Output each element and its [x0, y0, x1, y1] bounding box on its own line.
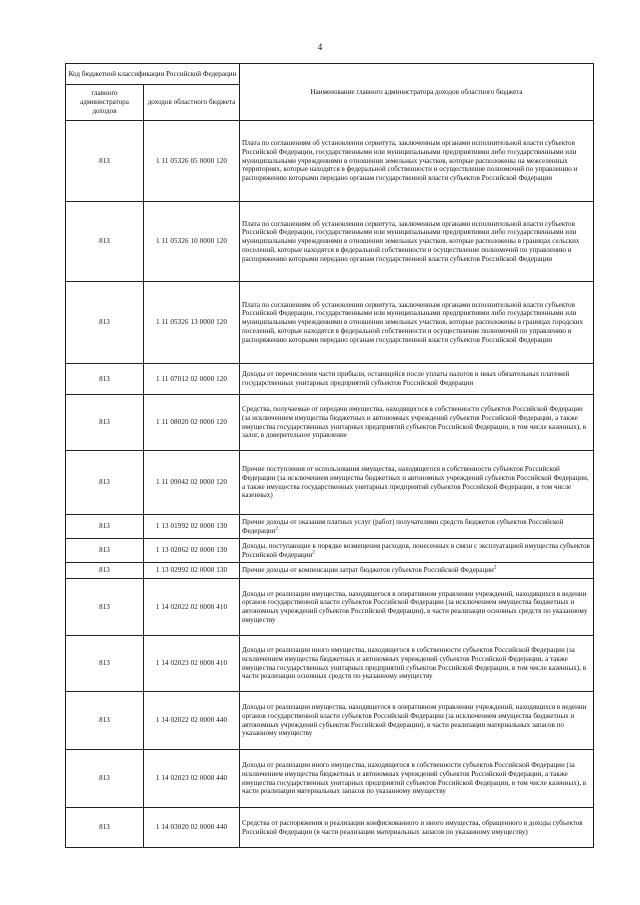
income-name-cell	[240, 563, 594, 579]
income-name-text: Доходы от реализации имущества, находящегося в оперативном управлении учреждений, находящихся в ведении органов государственной власти субъектов Российской Федерации (за исключением имущества бюджетных и автономных учреждений субъектов Российской Федерации), в части реализации материальных запасов по указанному имуществу	[242, 703, 587, 738]
income-code-cell: 1 11 09042 02 0000 120	[144, 451, 240, 515]
header-admin-name: Наименование главного администратора доходов областного бюджета	[240, 64, 594, 121]
header-classification-code: Код бюджетной классификации Российской Федерации	[66, 64, 240, 85]
income-name-text: Средства от распоряжения и реализации конфискованного и иного имущества, обращенного в доходы субъектов Российской Федерации (в части реализации материальных запасов по указанному имуществу)	[242, 818, 583, 836]
income-name-text: Средства, получаемые от передачи имущества, находящегося в собственности субъектов Российской Федерации (за исключением имущества бюджетных и автономных учреждений субъектов Российской Федерации, а также имущества государственных унитарных предприятий субъектов Российской Федерации, в том числе казенных), в залог, в доверительное управление	[242, 405, 587, 440]
income-name-cell	[240, 395, 594, 451]
income-code-cell: 1 11 05326 10 0000 120	[144, 202, 240, 282]
table-row	[66, 579, 594, 636]
income-code-cell: 1 14 03020 02 0000 440	[144, 808, 240, 848]
income-name-cell	[240, 202, 594, 282]
table-row	[66, 563, 594, 579]
admin-code-cell: 813	[66, 579, 144, 636]
income-code-cell: 1 11 05326 13 0000 120	[144, 282, 240, 364]
income-name-cell	[240, 692, 594, 750]
income-name-text: Плата по соглашениям об установлении сервитута, заключенным органами исполнительной власти субъектов Российской Федерации, государственными или муниципальными предприятиями либо государственными или муниципальными учреждениями в отношении земельных участков, которые расположены на межселенных территориях, которые находятся в федеральной собственности и осуществление полномочий по управлению и распоряжению которыми передано органам государственной власти субъектов Российской Федерации	[242, 139, 578, 183]
admin-code-cell: 813	[66, 515, 144, 539]
income-name-text: Доходы от перечисления части прибыли, остающейся после уплаты налогов и иных обязательных платежей государственных унитарных предприятий субъектов Российской Федерации	[242, 370, 570, 387]
admin-code-cell: 813	[66, 563, 144, 579]
income-name-text: Доходы от реализации имущества, находящегося в оперативном управлении учреждений, находящихся в ведении органов государственной власти субъектов Российской Федерации (за исключением имущества бюджетных и автономных учреждений субъектов Российской Федерации), в части реализации основных средств по указанному имуществу	[242, 589, 588, 624]
income-code-cell: 1 14 02023 02 0000 410	[144, 636, 240, 692]
income-name-cell	[240, 808, 594, 848]
income-name-cell	[240, 451, 594, 515]
footnote-mark: 2	[275, 526, 279, 532]
income-name-text: Прочие доходы от оказания платных услуг (работ) получателями средств бюджетов субъектов Российской Федерации	[242, 517, 564, 535]
income-code-cell: 1 11 05326 05 0000 120	[144, 121, 240, 202]
income-name-cell	[240, 121, 594, 202]
footnote-mark: 2	[312, 550, 315, 556]
income-name-cell	[240, 579, 594, 636]
income-code-cell: 1 13 02992 02 0000 130	[144, 563, 240, 579]
admin-code-cell: 813	[66, 202, 144, 282]
income-name-text: Плата по соглашениям об установлении сервитута, заключенным органами исполнительной власти субъектов Российской Федерации, государственными или муниципальными предприятиями либо государственными или муниципальными учреждениями в отношении земельных участков, которые расположены в границах сельских поселений, которые находятся в федеральной собственности и осуществление полномочий по управлению и распоряжению которыми передано органам государственной власти субъектов Российской Федерации	[242, 219, 580, 263]
admin-code-cell: 813	[66, 692, 144, 750]
income-code-cell: 1 13 02062 02 0000 130	[144, 539, 240, 563]
table-row	[66, 539, 594, 563]
income-name-text: Доходы от реализации иного имущества, находящегося в собственности субъектов Российской Федерации (за исключением имущества бюджетных и автономных учреждений субъектов Российской Федерации, а также имущества государственных унитарных предприятий субъектов Российской Федерации, в том числе казенных), в части реализации материальных запасов по указанному имуществу	[242, 761, 587, 796]
income-name-cell	[240, 539, 594, 563]
income-name-text: Прочие доходы от компенсации затрат бюджетов субъектов Российской Федерации	[242, 566, 494, 575]
admin-code-cell: 813	[66, 364, 144, 395]
income-name-text: Плата по соглашениям об установлении сервитута, заключенным органами исполнительной власти субъектов Российской Федерации, государственными или муниципальными предприятиями либо государственными или муниципальными учреждениями в отношении земельных участков, которые расположены в границах городских поселений, которые находятся в федеральной собственности и осуществление полномочий по управлению и распоряжению которыми передано органам государственной власти субъектов Российской Федерации	[242, 300, 584, 344]
income-code-cell: 1 14 02023 02 0000 440	[144, 750, 240, 808]
income-code-cell: 1 11 07012 02 0000 120	[144, 364, 240, 395]
table-row	[66, 808, 594, 848]
header-budget-income: доходов областного бюджета	[144, 85, 240, 121]
income-code-cell: 1 11 08020 02 0000 120	[144, 395, 240, 451]
income-code-cell: 1 13 01992 02 0000 130	[144, 515, 240, 539]
table-row	[66, 451, 594, 515]
table-row	[66, 282, 594, 364]
income-name-cell	[240, 282, 594, 364]
header-main-administrator: главного администратора доходов	[66, 85, 144, 121]
table-row	[66, 395, 594, 451]
income-name-text: Доходы от реализации иного имущества, находящегося в собственности субъектов Российской Федерации (за исключением имущества бюджетных и автономных учреждений субъектов Российской Федерации, а также имущества государственных унитарных предприятий субъектов Российской Федерации, в том числе казенных), в части реализации основных средств по указанному имуществу	[242, 646, 587, 681]
admin-code-cell: 813	[66, 539, 144, 563]
admin-code-cell: 813	[66, 121, 144, 202]
income-name-text: Прочие поступления от использования имущества, находящегося в собственности субъектов Российской Федерации (за исключением имущества бюджетных и автономных учреждений субъектов Российской Федерации, а также имущества государственных унитарных предприятий субъектов Российской Федерации, в том числе казенных)	[242, 465, 589, 500]
table-row	[66, 515, 594, 539]
admin-code-cell: 813	[66, 636, 144, 692]
admin-code-cell: 813	[66, 395, 144, 451]
income-name-text: Доходы, поступающие в порядке возмещения расходов, понесенных в связи с эксплуатацией имущества субъектов Российской Федерации	[242, 541, 590, 559]
budget-classification-table	[65, 63, 594, 848]
admin-code-cell: 813	[66, 750, 144, 808]
table-row	[66, 636, 594, 692]
admin-code-cell: 813	[66, 808, 144, 848]
income-name-cell	[240, 636, 594, 692]
footnote-mark: 2	[493, 565, 497, 571]
page-number: 4	[317, 42, 323, 52]
table-header-row	[66, 64, 594, 85]
income-name-cell	[240, 750, 594, 808]
income-name-cell	[240, 515, 594, 539]
income-code-cell: 1 14 02022 02 0000 440	[144, 692, 240, 750]
table-row	[66, 121, 594, 202]
table-row	[66, 692, 594, 750]
table-row	[66, 364, 594, 395]
income-name-cell	[240, 364, 594, 395]
table-row	[66, 202, 594, 282]
admin-code-cell: 813	[66, 451, 144, 515]
admin-code-cell: 813	[66, 282, 144, 364]
table-row	[66, 750, 594, 808]
income-code-cell: 1 14 02022 02 0000 410	[144, 579, 240, 636]
table-body	[66, 121, 594, 848]
